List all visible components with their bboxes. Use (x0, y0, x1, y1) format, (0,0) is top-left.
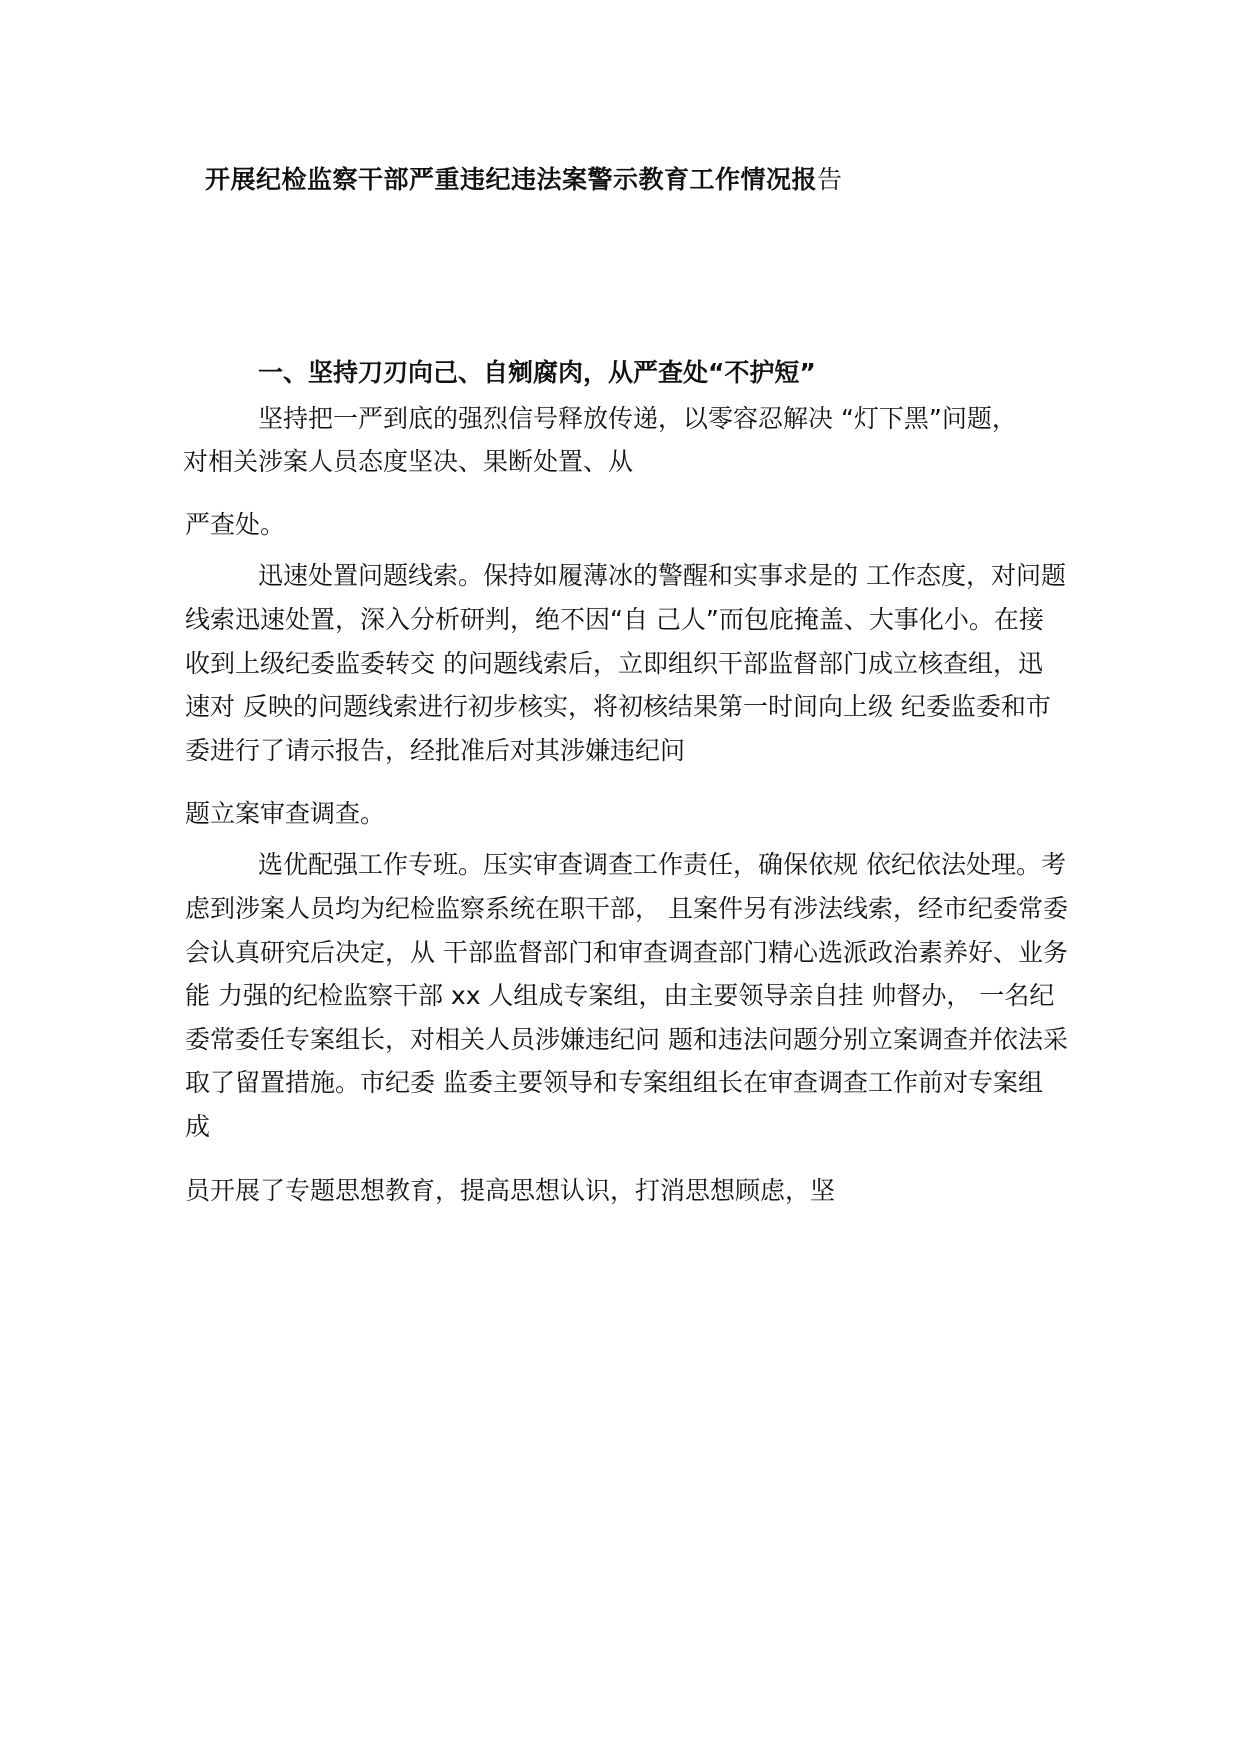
paragraph-line: 题立案审查调查。 (185, 799, 386, 828)
paragraph-line: 迅速处置问题线索。保持如履薄冰的警醒和实事求是的 工作态度，对问题 (258, 561, 1066, 590)
paragraph-line: 严查处。 (185, 510, 286, 539)
paragraph-line: 成 (185, 1112, 211, 1141)
document-title (205, 160, 843, 196)
document-title-main: 开展纪检监察干部严重违纪违法案警示教育工作情况报 (205, 165, 818, 194)
paragraph-line: 收到上级纪委监委转交 的问题线索后，立即组织干部监督部门成立核查组，迅 (185, 649, 1043, 678)
section-heading: 一、坚持刀刃向己、自剜腐肉，从严查处“不护短” (258, 358, 816, 387)
paragraph-line: 选优配强工作专班。压实审查调查工作责任，确保依规 依纪依法处理。考 (258, 850, 1066, 879)
document-title-tail: 告 (817, 165, 843, 194)
paragraph-line: 委进行了请示报告，经批准后对其涉嫌违纪问 (185, 736, 686, 765)
paragraph-line: 线索迅速处置，深入分析研判，绝不因“自 己人”而包庇掩盖、大事化小。在接 (185, 605, 1044, 634)
paragraph-line: 虑到涉案人员均为纪检监察系统在职干部， 且案件另有涉法线索，经市纪委常委 (185, 894, 1068, 923)
paragraph-line: 取了留置措施。市纪委 监委主要领导和专案组组长在审查调查工作前对专案组 (185, 1068, 1043, 1097)
paragraph-line: 员开展了专题思想教育，提高思想认识，打消思想顾虑，坚 (185, 1176, 836, 1205)
paragraph-line: 能 力强的纪检监察干部 xx 人组成专案组，由主要领导亲自挂 帅督办， 一名纪 (185, 981, 1055, 1010)
paragraph-line: 会认真研究后决定，从 干部监督部门和审查调查部门精心选派政治素养好、业务 (185, 938, 1068, 967)
paragraph-line: 坚持把一严到底的强烈信号释放传递，以零容忍解决 “灯下黑”问题， (258, 404, 1017, 433)
paragraph-line: 委常委任专案组长，对相关人员涉嫌违纪问 题和违法问题分别立案调查并依法采 (185, 1025, 1068, 1054)
paragraph-line: 对相关涉案人员态度坚决、果断处置、从 (183, 447, 634, 476)
paragraph-line: 速对 反映的问题线索进行初步核实，将初核结果第一时间向上级 纪委监委和市 (185, 692, 1051, 721)
